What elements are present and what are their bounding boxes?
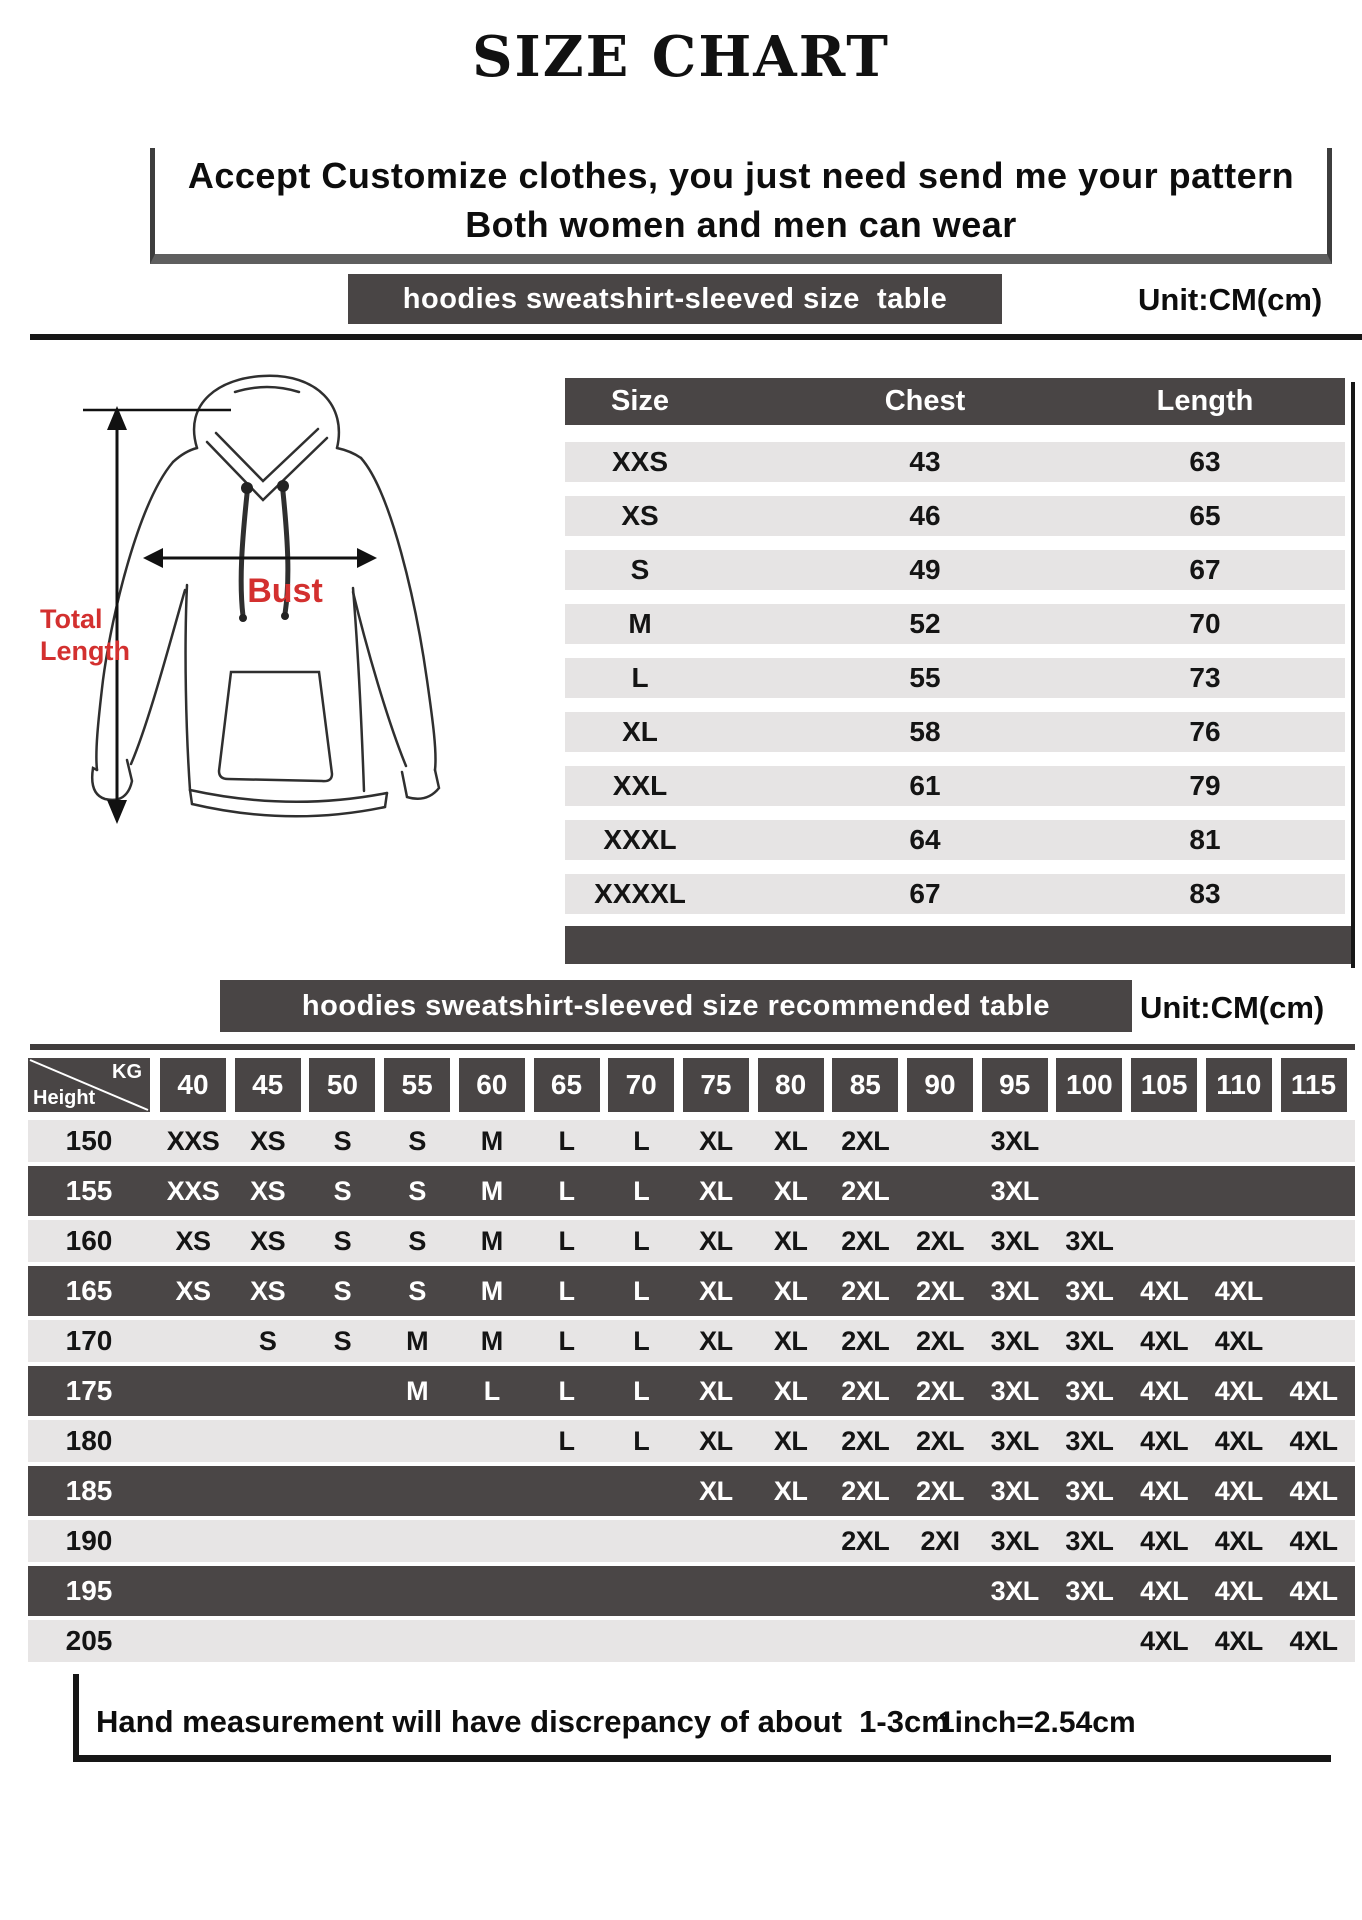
matrix-cell: M <box>480 1175 503 1206</box>
matrix-cell: 2XL <box>841 1225 890 1256</box>
matrix-cell: XL <box>699 1475 733 1506</box>
matrix-cell: 3XL <box>990 1175 1039 1206</box>
matrix-row-190 <box>28 1516 1355 1566</box>
size-table <box>565 378 1345 978</box>
length-cell: 65 <box>1189 500 1221 531</box>
total-length-label-line1: Total <box>40 604 103 634</box>
matrix-cell: M <box>406 1325 429 1356</box>
matrix-cell: XL <box>699 1425 733 1456</box>
weight-col-40: 40 <box>160 1058 226 1112</box>
right-edge-line <box>1351 382 1355 968</box>
size-table-section-bar <box>348 274 1002 324</box>
matrix-row-160 <box>28 1216 1355 1266</box>
custom-note-line2: Both women and men can wear <box>465 204 1017 245</box>
matrix-cell: S <box>333 1275 352 1306</box>
column-header-length: Length <box>1156 385 1254 417</box>
matrix-cell: XL <box>773 1425 808 1456</box>
matrix-cell: 4XL <box>1289 1625 1338 1656</box>
matrix-cell: 2XL <box>915 1275 965 1306</box>
matrix-row-155 <box>28 1166 1355 1216</box>
chest-cell: 52 <box>909 608 941 639</box>
matrix-cell: 2XL <box>841 1425 890 1456</box>
matrix-cell: M <box>480 1275 503 1306</box>
recommend-matrix <box>28 1058 1355 1670</box>
matrix-cell: 4XL <box>1140 1275 1189 1306</box>
bust-label: Bust <box>247 572 323 610</box>
chest-cell: 49 <box>909 554 941 585</box>
matrix-row-150 <box>28 1116 1355 1166</box>
size-table-row-XXL <box>565 766 1345 806</box>
matrix-cell: 3XL <box>1065 1525 1114 1556</box>
height-value: 190 <box>65 1525 113 1556</box>
matrix-cell: XL <box>773 1275 808 1306</box>
matrix-cell: 4XL <box>1140 1375 1189 1406</box>
custom-note-line1: Accept Customize clothes, you just need send me your pattern <box>187 155 1295 197</box>
matrix-cell: 4XL <box>1140 1575 1189 1606</box>
matrix-cell: XL <box>699 1325 733 1356</box>
matrix-cell: 4XL <box>1214 1375 1263 1406</box>
matrix-cell: 2XL <box>841 1175 890 1206</box>
matrix-cell: 3XL <box>990 1225 1039 1256</box>
matrix-cell: L <box>633 1275 650 1306</box>
size-table-row-M <box>565 604 1345 644</box>
matrix-cell: 2XL <box>915 1325 965 1356</box>
height-value: 175 <box>65 1375 113 1406</box>
matrix-cell: L <box>633 1375 650 1406</box>
matrix-cell: L <box>558 1125 575 1156</box>
matrix-cell: XS <box>250 1125 286 1156</box>
matrix-cell: L <box>558 1225 575 1256</box>
matrix-cell: XL <box>773 1175 808 1206</box>
matrix-cell: XS <box>250 1175 286 1206</box>
size-table-row-XXS <box>565 442 1345 482</box>
size-table-footer-bar <box>565 926 1352 964</box>
length-cell: 79 <box>1189 770 1221 801</box>
size-cell: S <box>630 554 650 585</box>
matrix-row-205 <box>28 1616 1355 1666</box>
matrix-cell: 4XL <box>1214 1525 1263 1556</box>
size-cell: L <box>631 662 649 693</box>
matrix-cell: 3XL <box>990 1525 1039 1556</box>
length-cell: 67 <box>1189 554 1221 585</box>
weight-col-110: 110 <box>1206 1058 1272 1112</box>
size-cell: XL <box>622 716 658 747</box>
matrix-cell: 4XL <box>1214 1275 1263 1306</box>
custom-note-box <box>150 148 1332 264</box>
weight-col-95: 95 <box>982 1058 1048 1112</box>
matrix-cell: XL <box>699 1225 733 1256</box>
column-header-size: Size <box>610 385 670 417</box>
matrix-row-185 <box>28 1466 1355 1516</box>
weight-col-90: 90 <box>907 1058 973 1112</box>
weight-col-60: 60 <box>459 1058 525 1112</box>
length-cell: 70 <box>1189 608 1221 639</box>
divider-line-middle <box>30 1044 1355 1050</box>
matrix-cell: 4XL <box>1289 1425 1338 1456</box>
matrix-cell: 2XL <box>915 1475 965 1506</box>
height-value: 195 <box>65 1575 113 1606</box>
matrix-cell: XXS <box>166 1175 220 1206</box>
matrix-cell: XL <box>699 1175 733 1206</box>
matrix-cell: S <box>333 1175 352 1206</box>
matrix-cell: 3XL <box>1065 1225 1114 1256</box>
matrix-cell: 4XL <box>1289 1475 1338 1506</box>
size-cell: XXS <box>611 446 669 477</box>
note-left-border <box>73 1674 79 1762</box>
height-value: 205 <box>65 1625 113 1656</box>
matrix-cell: S <box>258 1325 277 1356</box>
matrix-row-170 <box>28 1316 1355 1366</box>
matrix-cell: M <box>480 1225 503 1256</box>
matrix-cell: L <box>558 1425 575 1456</box>
inch-conversion-note: 1inch=2.54cm <box>938 1706 1136 1739</box>
matrix-cell: 2XL <box>915 1425 965 1456</box>
matrix-cell: 2XI <box>920 1525 960 1556</box>
matrix-row-165 <box>28 1266 1355 1316</box>
matrix-cell: 3XL <box>1065 1425 1114 1456</box>
matrix-cell: S <box>333 1225 352 1256</box>
matrix-cell: 4XL <box>1140 1625 1189 1656</box>
matrix-cell: 3XL <box>990 1375 1039 1406</box>
matrix-cell: XL <box>773 1375 808 1406</box>
hoodie-line-art <box>35 350 465 840</box>
height-value: 155 <box>65 1175 113 1206</box>
matrix-cell: L <box>633 1125 650 1156</box>
matrix-cell: 3XL <box>1065 1575 1114 1606</box>
weight-col-55: 55 <box>384 1058 450 1112</box>
matrix-cell: L <box>558 1325 575 1356</box>
matrix-cell: XS <box>250 1225 286 1256</box>
matrix-corner-cell <box>28 1058 150 1112</box>
matrix-cell: XS <box>175 1275 211 1306</box>
matrix-cell: L <box>558 1175 575 1206</box>
matrix-cell: 3XL <box>990 1125 1039 1156</box>
matrix-cell: XL <box>699 1375 733 1406</box>
page-title: SIZE CHART <box>472 24 890 90</box>
chest-cell: 46 <box>909 500 941 531</box>
matrix-cell: M <box>480 1125 503 1156</box>
matrix-cell: 3XL <box>990 1275 1039 1306</box>
matrix-cell: 3XL <box>990 1425 1039 1456</box>
chest-cell: 55 <box>909 662 941 693</box>
matrix-cell: S <box>333 1325 352 1356</box>
length-cell: 83 <box>1189 878 1221 909</box>
weight-col-45: 45 <box>235 1058 301 1112</box>
recommend-section-title: hoodies sweatshirt-sleeved size recommended table <box>301 989 1051 1022</box>
matrix-cell: L <box>633 1225 650 1256</box>
height-value: 150 <box>65 1125 113 1156</box>
matrix-cell: 4XL <box>1289 1525 1338 1556</box>
chest-cell: 67 <box>909 878 941 909</box>
matrix-cell: 2XL <box>841 1275 890 1306</box>
matrix-cell: S <box>408 1225 426 1256</box>
matrix-cell: L <box>633 1325 650 1356</box>
size-table-header <box>565 378 1345 425</box>
size-cell: XXL <box>612 770 668 801</box>
matrix-cell: 2XL <box>841 1525 890 1556</box>
height-value: 180 <box>65 1425 113 1456</box>
matrix-row-180 <box>28 1416 1355 1466</box>
matrix-cell: XXS <box>166 1125 220 1156</box>
chest-cell: 61 <box>909 770 941 801</box>
size-table-row-XXXXL <box>565 874 1345 914</box>
weight-col-115: 115 <box>1281 1058 1347 1112</box>
matrix-cell: XL <box>773 1475 808 1506</box>
matrix-cell: 3XL <box>1065 1325 1114 1356</box>
weight-col-85: 85 <box>832 1058 898 1112</box>
height-value: 170 <box>65 1325 113 1356</box>
size-cell: XS <box>621 500 659 531</box>
size-table-row-XXXL <box>565 820 1345 860</box>
measurement-note: Hand measurement will have discrepancy of about 1-3cm <box>96 1704 949 1739</box>
matrix-cell: 4XL <box>1140 1525 1189 1556</box>
matrix-row-175 <box>28 1366 1355 1416</box>
total-length-label-line2: Length <box>40 636 130 666</box>
matrix-cell: S <box>408 1175 426 1206</box>
matrix-cell: 4XL <box>1140 1325 1189 1356</box>
matrix-cell: 3XL <box>990 1325 1039 1356</box>
column-header-chest: Chest <box>884 385 966 417</box>
weight-col-65: 65 <box>534 1058 600 1112</box>
matrix-cell: 3XL <box>1065 1275 1114 1306</box>
note-bottom-border <box>73 1755 1331 1762</box>
size-table-row-XL <box>565 712 1345 752</box>
matrix-cell: S <box>408 1275 426 1306</box>
weight-col-50: 50 <box>309 1058 375 1112</box>
size-table-row-XS <box>565 496 1345 536</box>
matrix-cell: 3XL <box>1065 1475 1114 1506</box>
chest-cell: 58 <box>909 716 941 747</box>
chest-cell: 43 <box>909 446 941 477</box>
matrix-cell: XL <box>699 1125 733 1156</box>
unit-label-1: Unit:CM(cm) <box>1138 282 1323 317</box>
matrix-cell: XL <box>699 1275 733 1306</box>
matrix-cell: 2XL <box>841 1475 890 1506</box>
matrix-cell: L <box>558 1375 575 1406</box>
matrix-cell: 2XL <box>841 1375 890 1406</box>
matrix-cell: 4XL <box>1214 1425 1263 1456</box>
matrix-cell: 4XL <box>1214 1625 1263 1656</box>
recommend-section-bar <box>220 980 1132 1032</box>
size-cell: XXXL <box>603 824 677 855</box>
size-cell: M <box>628 608 652 639</box>
matrix-row-195 <box>28 1566 1355 1616</box>
matrix-cell: 4XL <box>1214 1575 1263 1606</box>
matrix-cell: M <box>480 1325 503 1356</box>
matrix-cell: XL <box>773 1225 808 1256</box>
matrix-cell: L <box>558 1275 575 1306</box>
matrix-cell: 2XL <box>915 1225 965 1256</box>
hoodie-diagram <box>35 350 465 840</box>
matrix-cell: 2XL <box>841 1125 890 1156</box>
weight-col-75: 75 <box>683 1058 749 1112</box>
matrix-cell: S <box>408 1125 426 1156</box>
matrix-cell: M <box>406 1375 429 1406</box>
weight-col-100: 100 <box>1056 1058 1122 1112</box>
matrix-cell: 4XL <box>1214 1325 1263 1356</box>
matrix-cell: 4XL <box>1214 1475 1263 1506</box>
height-value: 185 <box>65 1475 113 1506</box>
length-cell: 81 <box>1189 824 1221 855</box>
matrix-cell: 3XL <box>1065 1375 1114 1406</box>
matrix-cell: XS <box>250 1275 286 1306</box>
matrix-cell: L <box>483 1375 500 1406</box>
matrix-cell: 4XL <box>1289 1375 1338 1406</box>
divider-line-top <box>30 334 1362 340</box>
size-table-row-L <box>565 658 1345 698</box>
matrix-cell: 3XL <box>990 1575 1039 1606</box>
unit-label-2: Unit:CM(cm) <box>1140 990 1325 1025</box>
matrix-cell: XL <box>773 1325 808 1356</box>
height-value: 165 <box>65 1275 113 1306</box>
height-value: 160 <box>65 1225 113 1256</box>
weight-col-70: 70 <box>608 1058 674 1112</box>
matrix-cell: 4XL <box>1289 1575 1338 1606</box>
matrix-cell: L <box>633 1425 650 1456</box>
size-table-section-title: hoodies sweatshirt-sleeved size table <box>402 282 948 315</box>
matrix-cell: XS <box>175 1225 211 1256</box>
length-cell: 73 <box>1189 662 1221 693</box>
size-cell: XXXXL <box>594 878 686 909</box>
chest-cell: 64 <box>909 824 941 855</box>
height-label: Height <box>33 1087 96 1109</box>
size-table-row-S <box>565 550 1345 590</box>
matrix-cell: L <box>633 1175 650 1206</box>
kg-label: KG <box>112 1061 142 1083</box>
length-cell: 76 <box>1189 716 1221 747</box>
matrix-cell: S <box>333 1125 352 1156</box>
matrix-cell: 3XL <box>990 1475 1039 1506</box>
matrix-cell: 2XL <box>841 1325 890 1356</box>
matrix-cell: 4XL <box>1140 1475 1189 1506</box>
matrix-cell: XL <box>773 1125 808 1156</box>
length-cell: 63 <box>1189 446 1221 477</box>
weight-col-80: 80 <box>758 1058 824 1112</box>
matrix-cell: 2XL <box>915 1375 965 1406</box>
matrix-cell: 4XL <box>1140 1425 1189 1456</box>
weight-col-105: 105 <box>1131 1058 1197 1112</box>
